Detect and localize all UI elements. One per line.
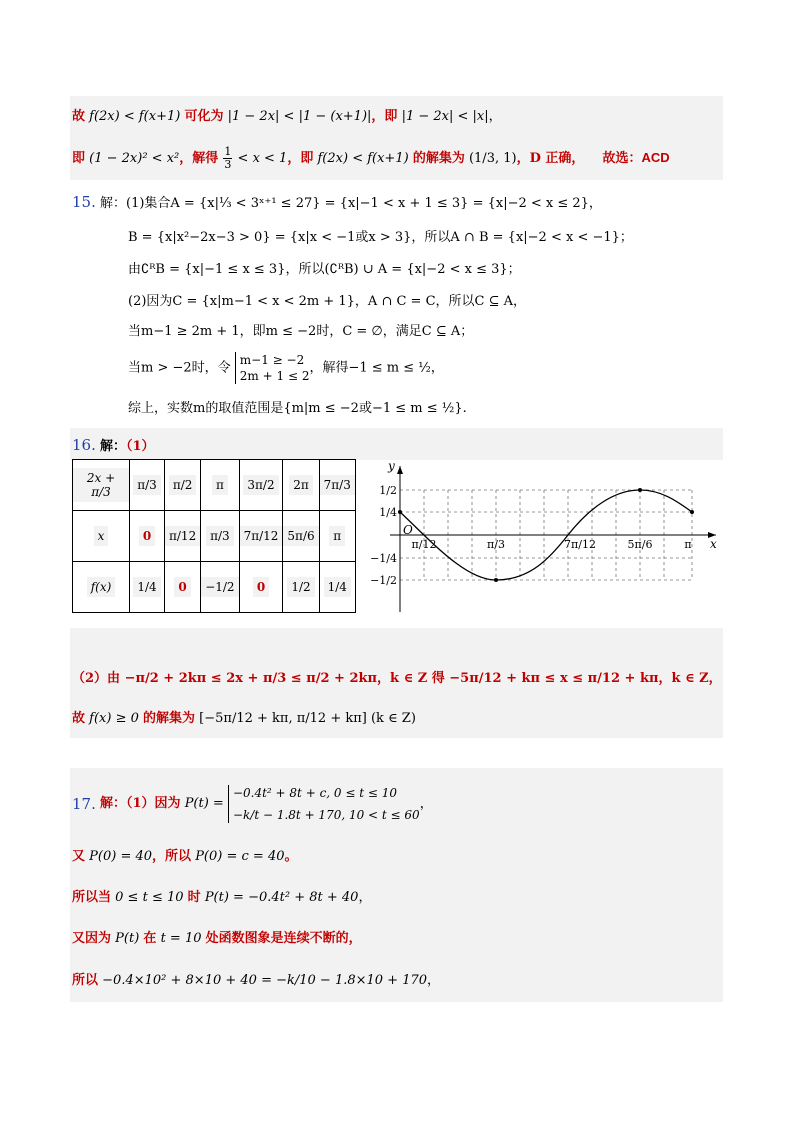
- math: |1 − 2x| < |x|: [401, 109, 489, 124]
- text: 即: [72, 151, 86, 166]
- math: P(0) = c = 40: [195, 849, 285, 864]
- table-cell: 7π/12: [239, 511, 283, 562]
- math: P(0) = 40: [89, 849, 153, 864]
- text: 又因为: [72, 931, 112, 946]
- p16-part2-line1: [72, 670, 722, 688]
- text: 解：（1）因为: [100, 796, 181, 811]
- point: [398, 510, 402, 514]
- p15-line3: [128, 261, 521, 279]
- text: 当m−1 ≥ 2m + 1，即m ≤ −2时，C = ∅，满足C ⊆ A；: [128, 324, 474, 339]
- y-axis-arrow: [397, 466, 403, 474]
- p14-line1: [72, 108, 502, 126]
- table-cell: 0: [165, 562, 201, 613]
- math: f(2x) < f(x+1): [317, 151, 409, 166]
- text: ，: [419, 796, 433, 812]
- math: P(t) =: [184, 796, 224, 811]
- math: 0 ≤ t ≤ 10: [115, 890, 184, 905]
- text: 处函数图象是连续不断的，: [205, 931, 362, 946]
- text: 所以当: [72, 890, 112, 905]
- p15-line2: [128, 229, 633, 247]
- table-cell: f(x): [73, 562, 130, 613]
- math: t = 10: [160, 931, 202, 946]
- point: [494, 578, 498, 582]
- text: 又: [72, 849, 86, 864]
- table-row: [73, 460, 356, 511]
- point: [638, 488, 642, 492]
- table-cell: π/2: [165, 460, 201, 511]
- text: B = {x|x²−2x−3 > 0} = {x|x < −1或x > 3}，所以A ∩ B = {x|−2 < x < −1}；: [128, 230, 633, 245]
- table-cell: −1/2: [201, 562, 239, 613]
- problem-number: 16.: [72, 436, 96, 454]
- inequality-system: m−1 ≥ −2 2m + 1 ≤ 2: [235, 352, 310, 384]
- table-cell: 2π: [283, 460, 319, 511]
- text: 解：(1)集合A = {x|⅓ < 3ˣ⁺¹ ≤ 27} = {x|−1 < x + 1 ≤ 3} = {x|−2 < x ≤ 2}，: [100, 196, 602, 211]
- table-cell: 5π/6: [283, 511, 319, 562]
- text: 故: [72, 711, 86, 726]
- text: ，: [427, 973, 441, 988]
- p17-line1: [72, 785, 433, 823]
- text: 的解集为: [412, 151, 465, 166]
- y-tick: 1/4: [379, 506, 397, 519]
- p15-line7: [128, 400, 467, 418]
- answer: 故选：ACD: [602, 150, 670, 165]
- x-tick: π/12: [411, 538, 437, 551]
- origin-label: O: [403, 523, 413, 537]
- y-axis-label: y: [388, 462, 395, 473]
- x-tick: π: [684, 538, 692, 551]
- p15-line6: [128, 352, 444, 384]
- p17-line3: [72, 889, 371, 907]
- table-cell: π/3: [130, 460, 165, 511]
- p16-part2-line2: [72, 710, 416, 728]
- p14-line2: [72, 144, 670, 173]
- table-cell: 0: [130, 511, 165, 562]
- math: −0.4×10² + 8×10 + 40 = −k/10 − 1.8×10 + 170: [102, 973, 428, 988]
- p15-line5: [128, 323, 473, 341]
- x-tick: π/3: [487, 538, 505, 551]
- text: 时: [187, 890, 201, 905]
- p17-line4: [72, 930, 362, 948]
- table-cell: π/12: [165, 511, 201, 562]
- table-cell: 1/4: [319, 562, 355, 613]
- table-row: [73, 511, 356, 562]
- y-tick: −1/2: [370, 574, 397, 587]
- math: (1 − 2x)² < x²: [89, 151, 180, 166]
- fraction-one-third: $\frac{1}{3}$: [224, 145, 232, 171]
- table-cell: π/3: [201, 511, 239, 562]
- text: （2）由 −π/2 + 2kπ ≤ 2x + π/3 ≤ π/2 + 2kπ，k ∈ Z 得 −5π/12 + kπ ≤ x ≤ π/12 + kπ，k ∈ Z，: [72, 671, 722, 686]
- math: P(t) = −0.4t² + 8t + 40: [204, 890, 359, 905]
- table-cell: 1/2: [283, 562, 319, 613]
- text: 当m > −2时，令: [128, 360, 231, 376]
- text: (2)因为C = {x|m−1 < x < 2m + 1}，A ∩ C = C，所以C ⊆ A，: [128, 294, 527, 309]
- band-p16-header: [70, 428, 723, 460]
- table-row: [73, 562, 356, 613]
- x-axis-label: x: [710, 537, 717, 551]
- p17-line5: [72, 972, 440, 990]
- text: 解：: [100, 439, 127, 454]
- text: 故: [72, 109, 86, 124]
- text: 可化为: [184, 109, 224, 124]
- table-cell: 2x + π/3: [73, 460, 130, 511]
- math: < x < 1: [237, 151, 288, 166]
- y-tick: −1/4: [370, 552, 397, 565]
- text: （1）: [126, 439, 155, 454]
- p15-line1: [72, 193, 602, 213]
- table-cell: 7π/3: [319, 460, 355, 511]
- point: [690, 510, 694, 514]
- problem-number: 15.: [72, 193, 96, 211]
- function-graph: [370, 462, 720, 612]
- table-cell: π: [319, 511, 355, 562]
- x-tick: 5π/6: [627, 538, 653, 551]
- text: ，解得−1 ≤ m ≤ ½，: [309, 360, 444, 376]
- p15-line4: [128, 293, 526, 311]
- table-cell: 0: [239, 562, 283, 613]
- value-table: [72, 459, 356, 613]
- text: 。: [284, 849, 298, 864]
- math: P(t): [115, 931, 140, 946]
- text: ，: [488, 109, 502, 124]
- interval: (1/3, 1): [468, 151, 517, 166]
- p16-heading: [72, 436, 155, 456]
- table-cell: 3π/2: [239, 460, 283, 511]
- y-tick: 1/2: [379, 484, 397, 497]
- text: 的解集为: [143, 711, 196, 726]
- table-cell: 1/4: [130, 562, 165, 613]
- text: ，: [358, 890, 372, 905]
- x-tick: 7π/12: [564, 538, 596, 551]
- p17-line2: [72, 848, 298, 866]
- text: 由∁ᴿB = {x|−1 ≤ x ≤ 3}，所以(∁ᴿB) ∪ A = {x|−2 < x ≤ 3}；: [128, 262, 521, 277]
- text: 在: [143, 931, 157, 946]
- table-cell: π: [201, 460, 239, 511]
- text: ，即: [287, 151, 314, 166]
- piecewise-function: −0.4t² + 8t + c, 0 ≤ t ≤ 10 −k/t − 1.8t + 170, 10 < t ≤ 60: [228, 785, 420, 823]
- text: 所以: [72, 973, 99, 988]
- text: ，D 正确，: [516, 151, 585, 166]
- x-tick-labels: [412, 538, 692, 551]
- text: ，解得: [179, 151, 219, 166]
- math: f(2x) < f(x+1): [89, 109, 181, 124]
- problem-number: 17.: [72, 795, 96, 813]
- table-cell: x: [73, 511, 130, 562]
- math: |1 − 2x| < |1 − (x+1)|: [227, 109, 372, 124]
- text: 综上，实数m的取值范围是{m|m ≤ −2或−1 ≤ m ≤ ½}.: [128, 401, 467, 416]
- text: ，即: [371, 109, 398, 124]
- math: f(x) ≥ 0: [89, 711, 139, 726]
- solution-set: [−5π/12 + kπ, π/12 + kπ] (k ∈ Z): [199, 711, 416, 726]
- text: ，所以: [152, 849, 192, 864]
